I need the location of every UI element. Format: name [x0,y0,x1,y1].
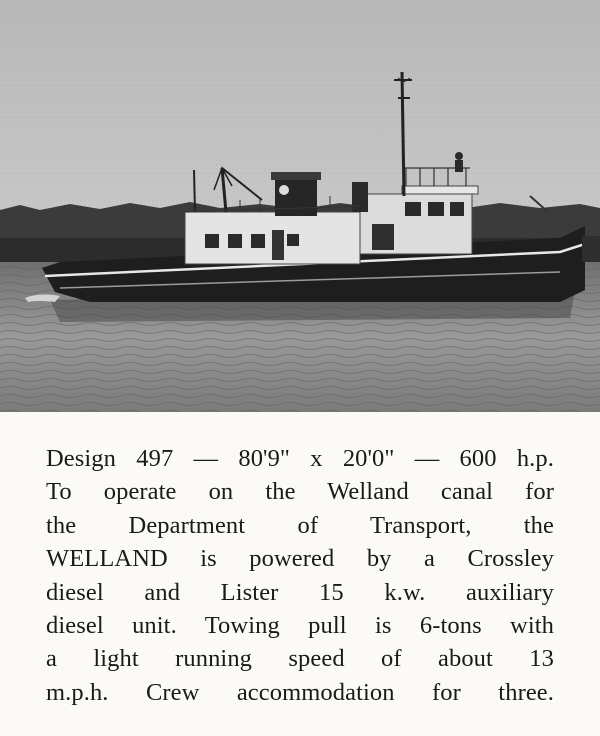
caption-line: diesel unit. Towing pull is 6-tons with [46,611,554,639]
caption-line: To operate on the Welland canal for [46,478,554,506]
caption-line: WELLAND is powered by a Crossley [46,545,554,573]
caption-line: diesel and Lister 15 k.w. auxiliary [46,578,554,606]
photo-caption [46,442,554,709]
caption-line: the Department of Transport, the [46,511,554,539]
caption-line: a light running speed of about 13 [46,645,554,673]
funnel [275,176,317,216]
caption-line: m.p.h. Crew accommodation for three. [46,678,554,706]
caption-line: Design 497 — 80'9" x 20'0" — 600 h.p. [46,445,554,472]
